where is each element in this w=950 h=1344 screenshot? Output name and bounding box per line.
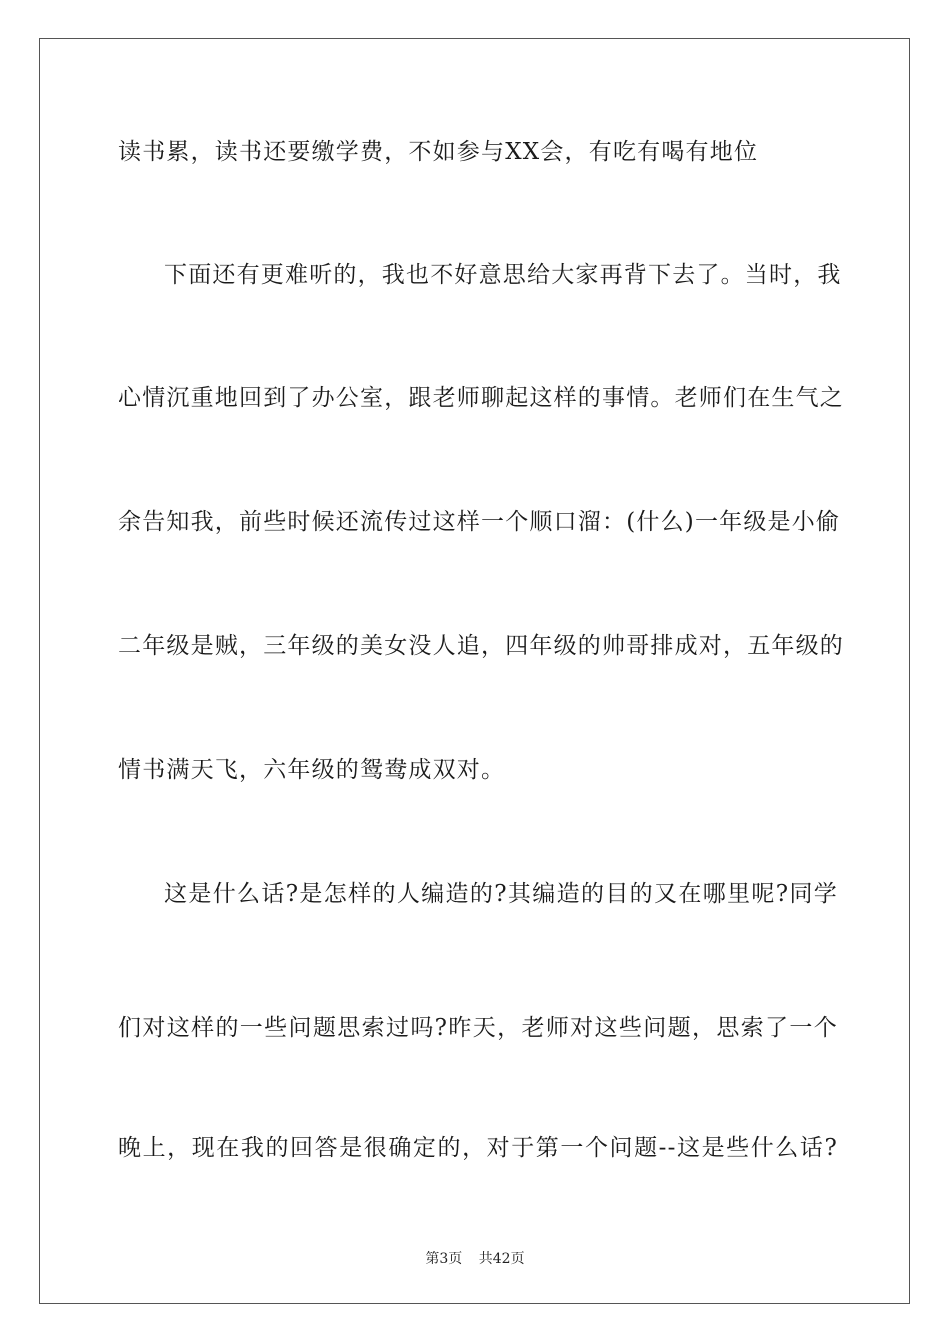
text-line-9: 晚上，现在我的回答是很确定的，对于第一个问题--这是些什么话? <box>118 1135 838 1161</box>
page-number-current: 第3页 <box>425 1251 463 1267</box>
text-line-2: 下面还有更难听的，我也不好意思给大家再背下去了。当时，我 <box>164 262 842 288</box>
text-line-6: 情书满天飞，六年级的鸳鸯成双对。 <box>118 757 506 783</box>
page-number-total: 共42页 <box>478 1251 525 1267</box>
page-footer <box>0 1248 950 1268</box>
text-line-8: 们对这样的一些问题思索过吗?昨天，老师对这些问题，思索了一个 <box>118 1015 838 1041</box>
text-line-7: 这是什么话?是怎样的人编造的?其编造的目的又在哪里呢?同学 <box>164 881 838 907</box>
text-line-5: 二年级是贼，三年级的美女没人追，四年级的帅哥排成对，五年级的 <box>118 633 844 659</box>
text-line-4: 余告知我，前些时候还流传过这样一个顺口溜：(什么)一年级是小偷 <box>118 509 841 535</box>
text-line-3: 心情沉重地回到了办公室，跟老师聊起这样的事情。老师们在生气之 <box>118 385 844 411</box>
text-line-1: 读书累，读书还要缴学费，不如参与XX会，有吃有喝有地位 <box>118 139 759 165</box>
page-frame <box>39 38 910 1304</box>
